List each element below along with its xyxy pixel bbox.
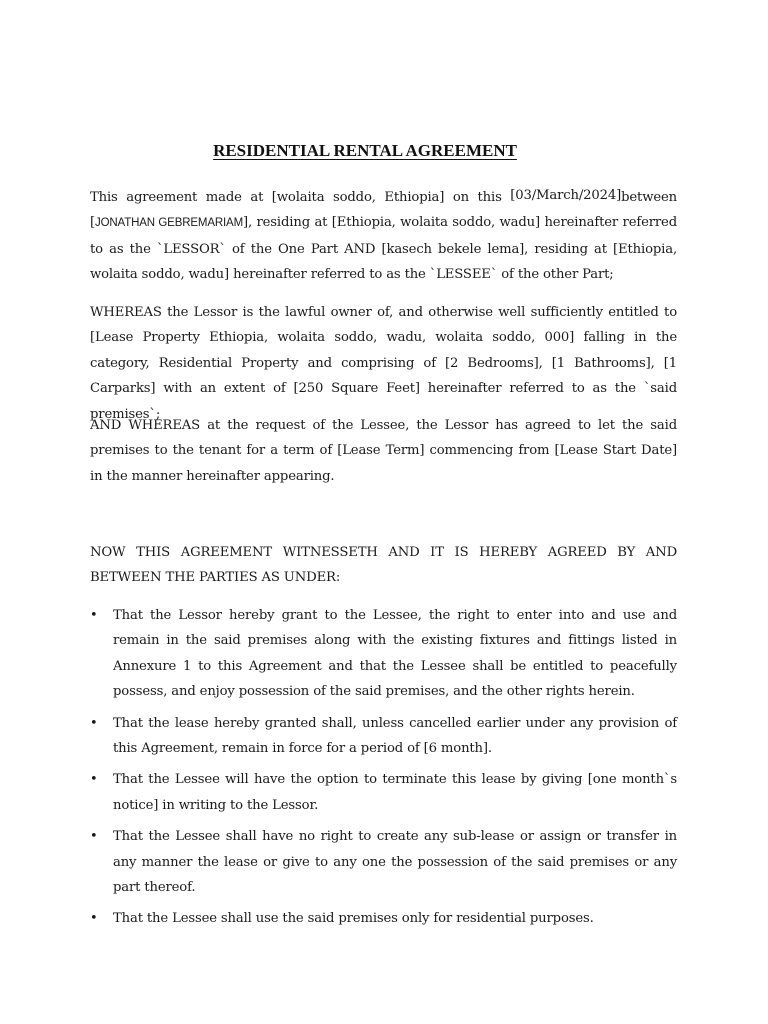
clause-text: That the lease hereby granted shall, unless cancelled earlier under any provision of this Agreement, remain in force for a period of [6 month]. xyxy=(113,715,677,757)
whereas-owner-paragraph: WHEREAS the Lessor is the lawful owner of, and otherwise well sufficiently entitled to [Lease Property Ethiopia, wolaita soddo, wadu, wolaita soddo, 000] falling in the category, Residential Property and comprising of [2 Bedrooms], [1 Bathrooms], [1 Carparks] with an extent of [250 Square Feet] hereinafter referred to as the `said premises`; xyxy=(90,305,677,422)
clause-item xyxy=(90,767,677,818)
bullet-marker: • xyxy=(90,715,98,731)
intro-paragraph xyxy=(90,185,677,288)
clause-text: That the Lessor hereby grant to the Lessee, the right to enter into and use and remain in the said premises along with the existing fixtures and fittings listed in Annexure 1 to this Agreement and that the Lessee shall be entitled to peacefully possess, and enjoy possession of the said premises, and the other rights herein. xyxy=(113,608,677,700)
clause-text: That the Lessee will have the option to terminate this lease by giving [one month`s notice] in writing to the Lessor. xyxy=(113,772,677,813)
intro-text-part3: ], residing at [Ethiopia, wolaita soddo, wadu] hereinafter referred to as the `LESSOR` of the One Part AND [kasech bekele lema], residing at [Ethiopia, wolaita soddo, wadu] hereinafter referred to as the `LESSEE` of the other Part; xyxy=(90,215,677,283)
clause-item xyxy=(90,711,677,762)
clause-text: That the Lessee shall have no right to create any sub-lease or assign or transfer in any manner the lease or give to any one the possession of the said premises or any part thereof. xyxy=(113,829,677,896)
whereas-request-paragraph: AND WHEREAS at the request of the Lessee, the Lessor has agreed to let the said premises to the tenant for a term of [Lease Term] commencing from [Lease Start Date] in the manner hereinafter appearing. xyxy=(90,418,677,484)
bullet-marker: • xyxy=(90,772,98,788)
clause-text: That the Lessee shall use the said premises only for residential purposes. xyxy=(113,911,594,927)
clause-item xyxy=(90,824,677,900)
document-title: RESIDENTIAL RENTAL AGREEMENT xyxy=(213,141,517,160)
clause-item xyxy=(90,603,677,705)
clause-item xyxy=(90,906,677,931)
clause-list xyxy=(90,603,677,938)
lessor-name: JONATHAN GEBREMARIAM xyxy=(95,217,243,230)
witnesseth-paragraph: NOW THIS AGREEMENT WITNESSETH AND IT IS HEREBY AGREED BY AND BETWEEN THE PARTIES AS UNDER: xyxy=(90,545,677,586)
bullet-marker: • xyxy=(90,911,98,927)
intro-text-part2: between [ xyxy=(90,190,677,231)
agreement-date: [03/March/2024] xyxy=(510,188,622,203)
bullet-marker: • xyxy=(90,608,98,623)
intro-text-part1: This agreement made at [wolaita soddo, Ethiopia] on this xyxy=(90,190,511,205)
bullet-marker: • xyxy=(90,829,98,845)
